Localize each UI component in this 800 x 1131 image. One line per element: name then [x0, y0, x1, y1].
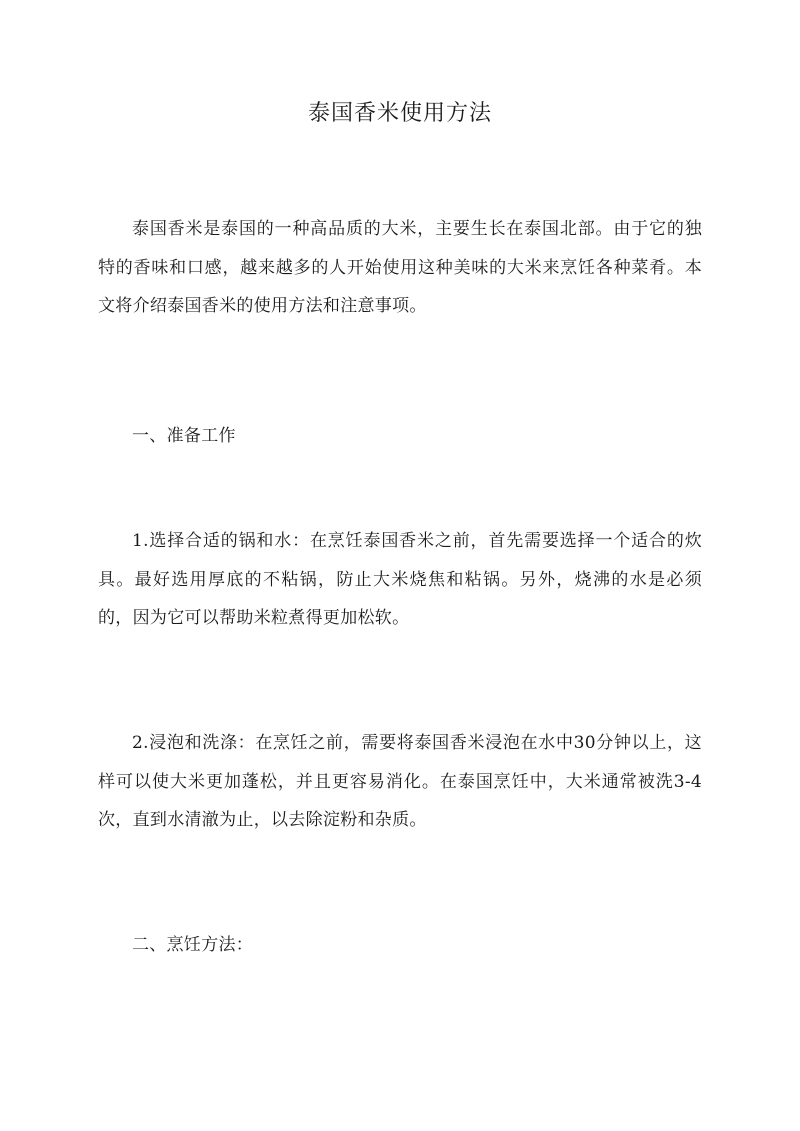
section-heading-preparation: 一、准备工作 [132, 426, 236, 446]
paragraph-choose-pot-and-water: 1.选择合适的锅和水：在烹饪泰国香米之前，首先需要选择一个适合的炊具。最好选用厚底的不粘锅，防止大米烧焦和粘锅。另外，烧沸的水是必须的，因为它可以帮助米粒煮得更加松软。 [98, 531, 702, 629]
document-title: 泰国香米使用方法 [307, 101, 492, 126]
intro-paragraph: 泰国香米是泰国的一种高品质的大米，主要生长在泰国北部。由于它的独特的香味和口感，越来越多的人开始使用这种美味的大米来烹饪各种菜肴。本文将介绍泰国香米的使用方法和注意事项。 [98, 219, 702, 317]
section-heading-cooking-method: 二、烹饪方法： [132, 935, 254, 955]
paragraph-soak-and-wash: 2.浸泡和洗涤：在烹饪之前，需要将泰国香米浸泡在水中30分钟以上，这样可以使大米更加蓬松，并且更容易消化。在泰国烹饪中，大米通常被洗3-4次，直到水清澈为止，以去除淀粉和杂质。 [98, 733, 702, 831]
